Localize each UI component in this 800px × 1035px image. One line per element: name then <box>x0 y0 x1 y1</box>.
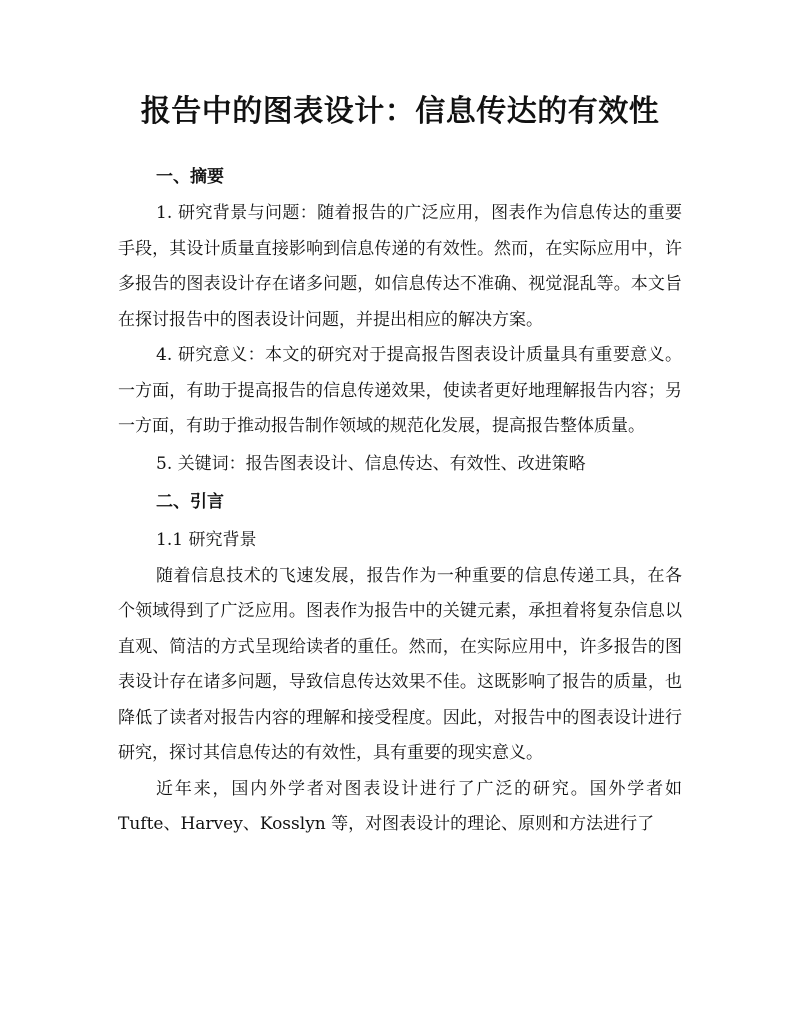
abstract-paragraph-background: 1. 研究背景与问题：随着报告的广泛应用，图表作为信息传达的重要手段，其设计质量直接影响到信息传递的有效性。然而，在实际应用中，许多报告的图表设计存在诸多问题，如信息传达不准确、视觉混乱等。本文旨在探讨报告中的图表设计问题，并提出相应的解决方案。 <box>118 203 682 330</box>
abstract-paragraph-keywords: 5. 关键词：报告图表设计、信息传达、有效性、改进策略 <box>156 453 586 474</box>
introduction-paragraph-1: 随着信息技术的飞速发展，报告作为一种重要的信息传递工具，在各个领域得到了广泛应用。图表作为报告中的关键元素，承担着将复杂信息以直观、简洁的方式呈现给读者的重任。然而，在实际应用中，许多报告的图表设计存在诸多问题，导致信息传达效果不佳。这既影响了报告的质量，也降低了读者对报告内容的理解和接受程度。因此，对报告中的图表设计进行研究，探讨其信息传达的有效性，具有重要的现实意义。 <box>118 565 682 763</box>
document-title: 报告中的图表设计：信息传达的有效性 <box>140 94 660 129</box>
section-heading-abstract: 一、摘要 <box>156 167 224 187</box>
subsection-heading-background: 1.1 研究背景 <box>156 529 257 550</box>
abstract-paragraph-significance: 4. 研究意义：本文的研究对于提高报告图表设计质量具有重要意义。一方面，有助于提高报告的信息传递效果，使读者更好地理解报告内容；另一方面，有助于推动报告制作领域的规范化发展，提高报告整体质量。 <box>118 345 682 436</box>
section-heading-introduction: 二、引言 <box>156 491 224 512</box>
introduction-paragraph-2: 近年来，国内外学者对图表设计进行了广泛的研究。国外学者如 Tufte、Harvey、Kosslyn 等，对图表设计的理论、原则和方法进行了 <box>118 778 682 834</box>
